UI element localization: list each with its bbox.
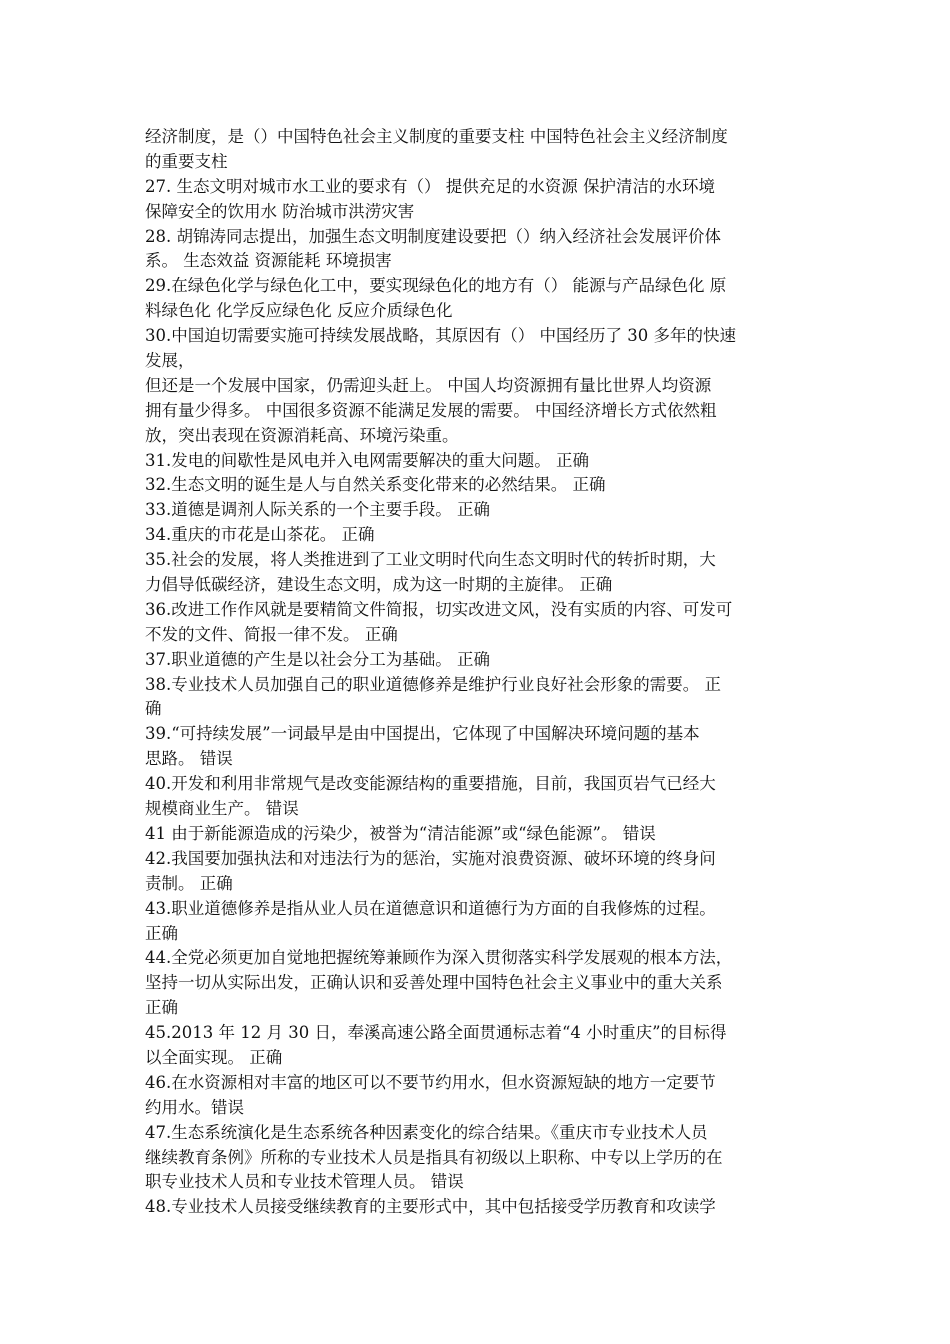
text-line: 发展， bbox=[145, 351, 195, 371]
question-37-line: 37.职业道德的产生是以社会分工为基础。 正确 bbox=[145, 649, 490, 669]
question-43-line: 43.职业道德修养是指从业人员在道德意识和道德行为方面的自我修炼的过程。 bbox=[145, 898, 716, 918]
text-line: 正确 bbox=[145, 923, 178, 943]
text-line: 经济制度，是（）中国特色社会主义制度的重要支柱 中国特色社会主义经济制度 bbox=[145, 127, 728, 146]
document-body bbox=[145, 125, 813, 1220]
question-40-line: 40.开发和利用非常规气是改变能源结构的重要措施，目前，我国页岩气已经大 bbox=[145, 774, 716, 794]
question-44-line: 44.全党必须更加自觉地把握统筹兼顾作为深入贯彻落实科学发展观的根本方法， bbox=[145, 948, 733, 968]
text-line: 约用水。错误 bbox=[145, 1097, 244, 1117]
text-line: 职专业技术人员和专业技术管理人员。 错误 bbox=[145, 1172, 464, 1192]
text-line: 但还是一个发展中国家，仍需迎头赶上。 中国人均资源拥有量比世界人均资源 bbox=[145, 375, 712, 395]
question-48-line: 48.专业技术人员接受继续教育的主要形式中，其中包括接受学历教育和攻读学 bbox=[145, 1197, 716, 1217]
question-41-line: 41 由于新能源造成的污染少，被誉为“清洁能源”或“绿色能源”。 错误 bbox=[145, 823, 656, 843]
question-27-line: 27. 生态文明对城市水工业的要求有（） 提供充足的水资源 保护清洁的水环境 bbox=[145, 176, 715, 196]
question-45-line: 45.2013 年 12 月 30 日，奉溪高速公路全面贯通标志着“4 小时重庆”的目标得 bbox=[145, 1023, 727, 1043]
text-line: 责制。 正确 bbox=[145, 873, 233, 893]
text-line: 继续教育条例》所称的专业技术人员是指具有初级以上职称、中专以上学历的在 bbox=[145, 1147, 723, 1167]
question-29-line: 29.在绿色化学与绿色化工中，要实现绿色化的地方有（） 能源与产品绿色化 原 bbox=[145, 276, 727, 296]
question-30-line: 30.中国迫切需要实施可持续发展战略，其原因有（） 中国经历了 30 多年的快速 bbox=[145, 326, 736, 346]
question-32-line: 32.生态文明的诞生是人与自然关系变化带来的必然结果。 正确 bbox=[145, 475, 606, 495]
question-42-line: 42.我国要加强执法和对违法行为的惩治，实施对浪费资源、破坏环境的终身问 bbox=[145, 848, 716, 868]
text-line: 坚持一切从实际出发，正确认识和妥善处理中国特色社会主义事业中的重大关系 bbox=[145, 973, 723, 993]
question-28-line: 28. 胡锦涛同志提出，加强生态文明制度建设要把（）纳入经济社会发展评价体 bbox=[145, 226, 721, 246]
question-33-line: 33.道德是调剂人际关系的一个主要手段。 正确 bbox=[145, 500, 490, 520]
text-line: 正确 bbox=[145, 998, 178, 1018]
text-line: 拥有量少得多。 中国很多资源不能满足发展的需要。 中国经济增长方式依然粗 bbox=[145, 400, 717, 420]
text-line: 以全面实现。 正确 bbox=[145, 1047, 283, 1067]
question-31-line: 31.发电的间歇性是风电并入电网需要解决的重大问题。 正确 bbox=[145, 450, 589, 470]
text-line: 放，突出表现在资源消耗高、环境污染重。 bbox=[145, 425, 459, 445]
question-46-line: 46.在水资源相对丰富的地区可以不要节约用水，但水资源短缺的地方一定要节 bbox=[145, 1072, 716, 1092]
question-36-line: 36.改进工作作风就是要精简文件简报，切实改进文风，没有实质的内容、可发可 bbox=[145, 599, 733, 619]
question-34-line: 34.重庆的市花是山茶花。 正确 bbox=[145, 525, 375, 545]
text-line: 确 bbox=[145, 699, 162, 719]
question-38-line: 38.专业技术人员加强自己的职业道德修养是维护行业良好社会形象的需要。 正 bbox=[145, 674, 721, 694]
text-line: 不发的文件、简报一律不发。 正确 bbox=[145, 624, 398, 644]
text-line: 系。 生态效益 资源能耗 环境损害 bbox=[145, 251, 392, 271]
question-35-line: 35.社会的发展，将人类推进到了工业文明时代向生态文明时代的转折时期，大 bbox=[145, 550, 716, 570]
text-line: 保障安全的饮用水 防治城市洪涝灾害 bbox=[145, 201, 415, 221]
question-39-line: 39.“可持续发展”一词最早是由中国提出，它体现了中国解决环境问题的基本 bbox=[145, 724, 700, 744]
text-line: 力倡导低碳经济，建设生态文明，成为这一时期的主旋律。 正确 bbox=[145, 575, 613, 595]
text-line: 料绿色化 化学反应绿色化 反应介质绿色化 bbox=[145, 301, 453, 321]
text-line: 规模商业生产。 错误 bbox=[145, 799, 299, 819]
text-line: 的重要支柱 bbox=[145, 151, 228, 171]
question-47-line: 47.生态系统演化是生态系统各种因素变化的综合结果。《重庆市专业技术人员 bbox=[145, 1122, 708, 1142]
text-line: 思路。 错误 bbox=[145, 749, 233, 769]
